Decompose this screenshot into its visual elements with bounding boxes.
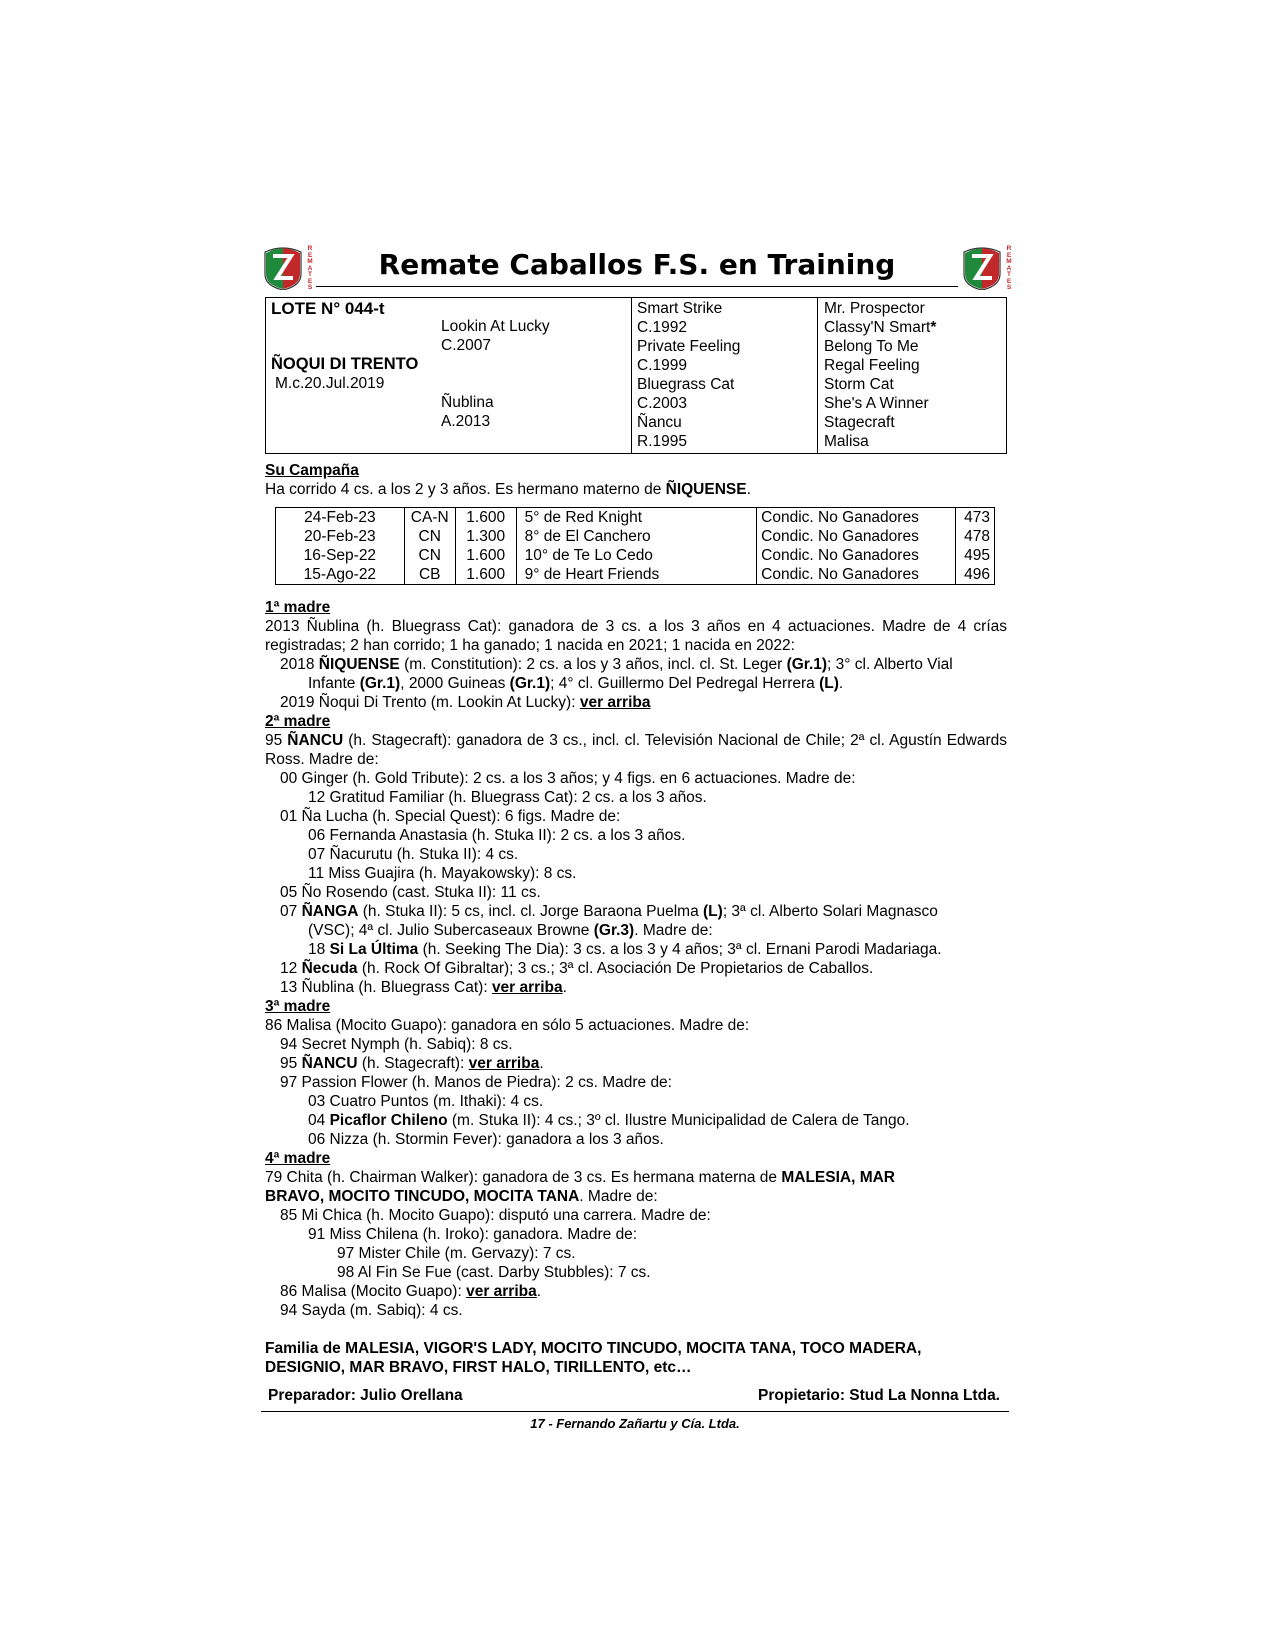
great-grandparent: Classy'N Smart*	[824, 319, 937, 336]
third-dam-offspring: 94 Secret Nymph (h. Sabiq): 8 cs.	[280, 1036, 513, 1053]
race-number: 495	[955, 546, 994, 565]
second-dam-grand-offspring: 11 Miss Guajira (h. Mayakowsky): 8 cs.	[308, 865, 577, 882]
third-dam-grand-offspring: 04 Picaflor Chileno (m. Stuka II): 4 cs.; 3º cl. Ilustre Municipalidad de Calera de Tango.	[308, 1112, 910, 1129]
race-date: 16-Sep-22	[303, 546, 377, 564]
great-grandparent: Regal Feeling	[824, 357, 920, 374]
header-rule	[316, 286, 958, 287]
grandparent: Smart Strike	[637, 300, 723, 317]
zj-logo-icon	[263, 246, 303, 290]
great-grandparent: She's A Winner	[824, 395, 929, 412]
fourth-dam-offspring: 86 Malisa (Mocito Guapo): ver arriba.	[280, 1283, 542, 1300]
pedigree-great-grandparents-column	[817, 298, 1006, 453]
ver-arriba-link: ver arriba	[491, 979, 563, 996]
second-dam-offspring-nanga-cont: (VSC); 4ª cl. Julio Subercaseaux Browne (Gr.3). Madre de:	[308, 922, 713, 939]
first-dam-heading: 1ª madre	[265, 599, 331, 616]
race-number: 473	[955, 508, 994, 528]
third-dam-grand-offspring: 06 Nizza (h. Stormin Fever): ganadora a los 3 años.	[308, 1131, 664, 1148]
zj-logo-icon	[962, 246, 1002, 290]
race-result: 10° de Te Lo Cedo	[516, 546, 757, 565]
ver-arriba-link: ver arriba	[468, 1055, 540, 1072]
race-number: 496	[955, 565, 994, 585]
pedigree-parents-column	[441, 298, 631, 453]
campaign-heading: Su Campaña	[265, 462, 359, 479]
grandparent: Private Feeling	[637, 338, 741, 355]
second-dam-grand-offspring: 06 Fernanda Anastasia (h. Stuka II): 2 cs. a los 3 años.	[308, 827, 686, 844]
race-result: 5° de Red Knight	[516, 508, 757, 528]
third-dam-grand-offspring: 03 Cuatro Puntos (m. Ithaki): 4 cs.	[308, 1093, 544, 1110]
third-dam-heading: 3ª madre	[265, 998, 331, 1015]
first-dam-offspring-2: 2019 Ñoqui Di Trento (m. Lookin At Lucky): ver arriba	[280, 694, 651, 711]
horse-birth: M.c.20.Jul.2019	[275, 375, 385, 392]
dam-name: Ñublina	[441, 394, 494, 411]
second-dam-text: 95 ÑANCU (h. Stagecraft): ganadora de 3 cs., incl. cl. Televisión Nacional de Chile; 2ª cl. Agustín Edwards Ross. Madre de:	[265, 732, 1007, 768]
race-row	[276, 527, 995, 546]
logo-left	[263, 246, 315, 290]
family-summary-line-1: Familia de MALESIA, VIGOR'S LADY, MOCITO TINCUDO, MOCITA TANA, TOCO MADERA,	[265, 1340, 922, 1357]
grandparent-info: C.1999	[637, 357, 687, 374]
race-date: 15-Ago-22	[303, 565, 377, 583]
fourth-dam-offspring: 85 Mi Chica (h. Mocito Guapo): disputó una carrera. Madre de:	[280, 1207, 711, 1224]
race-date: 20-Feb-23	[304, 527, 376, 545]
fourth-dam-text: 79 Chita (h. Chairman Walker): ganadora de 3 cs. Es hermana materna de MALESIA, MAR	[265, 1169, 896, 1186]
grandparent-info: C.1992	[637, 319, 687, 336]
owner: Propietario: Stud La Nonna Ltda.	[758, 1387, 1000, 1404]
asterisk-mark: *	[930, 319, 937, 336]
fourth-dam-offspring: 94 Sayda (m. Sabiq): 4 cs.	[280, 1302, 463, 1319]
pedigree-grandparents-column	[631, 298, 818, 453]
second-dam-grand-offspring: 12 Gratitud Familiar (h. Bluegrass Cat): 2 cs. a los 3 años.	[308, 789, 707, 806]
logo-right	[962, 246, 1014, 290]
family-summary-line-2: DESIGNIO, MAR BRAVO, FIRST HALO, TIRILLENTO, etc…	[265, 1359, 692, 1376]
race-condition: Condic. No Ganadores	[757, 527, 956, 546]
fourth-dam-great-grand-offspring: 98 Al Fin Se Fue (cast. Darby Stubbles): 7 cs.	[337, 1264, 651, 1281]
grandparent-info: C.2003	[637, 395, 687, 412]
race-row	[276, 508, 995, 528]
second-dam-offspring: 13 Ñublina (h. Bluegrass Cat): ver arriba.	[280, 979, 567, 996]
logo-vertical-text: R E M A T E S	[1006, 245, 1012, 291]
great-grandparent: Mr. Prospector	[824, 300, 925, 317]
great-grandparent: Stagecraft	[824, 414, 895, 431]
ver-arriba-link: ver arriba	[579, 694, 651, 711]
grandparent-info: R.1995	[637, 433, 687, 450]
race-number: 478	[955, 527, 994, 546]
race-row	[276, 565, 995, 585]
race-date: 24-Feb-23	[304, 508, 376, 526]
second-dam-offspring: 05 Ño Rosendo (cast. Stuka II): 11 cs.	[280, 884, 541, 901]
race-condition: Condic. No Ganadores	[757, 565, 956, 585]
grandparent: Ñancu	[637, 414, 682, 431]
dam-info: A.2013	[441, 413, 491, 430]
ver-arriba-link: ver arriba	[466, 1283, 537, 1300]
race-distance: 1.600	[455, 546, 516, 565]
fourth-dam-heading: 4ª madre	[265, 1150, 331, 1167]
race-distance: 1.600	[455, 508, 516, 528]
great-grandparent: Malisa	[824, 433, 869, 450]
race-condition: Condic. No Ganadores	[757, 546, 956, 565]
sire-name: Lookin At Lucky	[441, 318, 550, 335]
second-dam-offspring: 01 Ña Lucha (h. Special Quest): 6 figs. Madre de:	[280, 808, 621, 825]
race-track: CB	[404, 565, 455, 585]
great-grandparent: Belong To Me	[824, 338, 919, 355]
second-dam-grand-offspring: 07 Ñacurutu (h. Stuka II): 4 cs.	[308, 846, 519, 863]
race-result: 9° de Heart Friends	[516, 565, 757, 585]
grandparent: Bluegrass Cat	[637, 376, 735, 393]
sire-info: C.2007	[441, 337, 491, 354]
race-track: CN	[404, 546, 455, 565]
pedigree-horse-column	[266, 298, 441, 453]
logo-vertical-text: R E M A T E S	[307, 245, 313, 291]
second-dam-offspring: 12 Ñecuda (h. Rock Of Gibraltar); 3 cs.; 3ª cl. Asociación De Propietarios de Caballos.	[280, 960, 874, 977]
first-dam-offspring-1-cont: Infante (Gr.1), 2000 Guineas (Gr.1); 4° cl. Guillermo Del Pedregal Herrera (L).	[308, 675, 844, 692]
page-title: Remate Caballos F.S. en Training	[378, 248, 896, 281]
fourth-dam-great-grand-offspring: 97 Mister Chile (m. Gervazy): 7 cs.	[337, 1245, 576, 1262]
horse-name: ÑOQUI DI TRENTO	[271, 355, 419, 373]
trainer: Preparador: Julio Orellana	[268, 1387, 463, 1404]
fourth-dam-text-cont: BRAVO, MOCITO TINCUDO, MOCITA TANA. Madre de:	[265, 1188, 658, 1205]
race-track: CN	[404, 527, 455, 546]
fourth-dam-grand-offspring: 91 Miss Chilena (h. Iroko): ganadora. Madre de:	[308, 1226, 638, 1243]
second-dam-offspring: 00 Ginger (h. Gold Tribute): 2 cs. a los 3 años; y 4 figs. en 6 actuaciones. Madre de:	[280, 770, 856, 787]
first-dam-text: 2013 Ñublina (h. Bluegrass Cat): ganadora de 3 cs. a los 3 años en 4 actuaciones. Madre de 4 crías registradas; 2 han corrido; 1 ha ganado; 1 nacida en 2021; 1 nacida en 2022:	[265, 618, 1007, 654]
second-dam-offspring-nanga: 07 ÑANGA (h. Stuka II): 5 cs, incl. cl. Jorge Baraona Puelma (L); 3ª cl. Alberto Solari Magnasco	[280, 903, 938, 920]
first-dam-offspring-1: 2018 ÑIQUENSE (m. Constitution): 2 cs. a los y 3 años, incl. cl. St. Leger (Gr.1); 3° cl. Alberto Vial	[280, 656, 953, 673]
campaign-table	[275, 507, 995, 585]
great-grandparent: Storm Cat	[824, 376, 894, 393]
footer-rule	[261, 1411, 1009, 1412]
third-dam-offspring: 95 ÑANCU (h. Stagecraft): ver arriba.	[280, 1055, 544, 1072]
race-distance: 1.600	[455, 565, 516, 585]
race-track: CA-N	[404, 508, 455, 528]
third-dam-text: 86 Malisa (Mocito Guapo): ganadora en sólo 5 actuaciones. Madre de:	[265, 1017, 750, 1034]
page-footer: 17 - Fernando Zañartu y Cía. Ltda.	[530, 1416, 740, 1431]
third-dam-offspring: 97 Passion Flower (h. Manos de Piedra): 2 cs. Madre de:	[280, 1074, 672, 1091]
lot-number: LOTE N° 044-t	[271, 299, 385, 318]
campaign-intro: Ha corrido 4 cs. a los 2 y 3 años. Es hermano materno de ÑIQUENSE.	[265, 481, 751, 498]
pedigree-box	[265, 297, 1007, 454]
second-dam-grand-offspring: 18 Si La Última (h. Seeking The Dia): 3 cs. a los 3 y 4 años; 3ª cl. Ernani Parodi Madariaga.	[308, 941, 942, 958]
race-row	[276, 546, 995, 565]
race-result: 8° de El Canchero	[516, 527, 757, 546]
race-distance: 1.300	[455, 527, 516, 546]
second-dam-heading: 2ª madre	[265, 713, 331, 730]
race-condition: Condic. No Ganadores	[757, 508, 956, 528]
